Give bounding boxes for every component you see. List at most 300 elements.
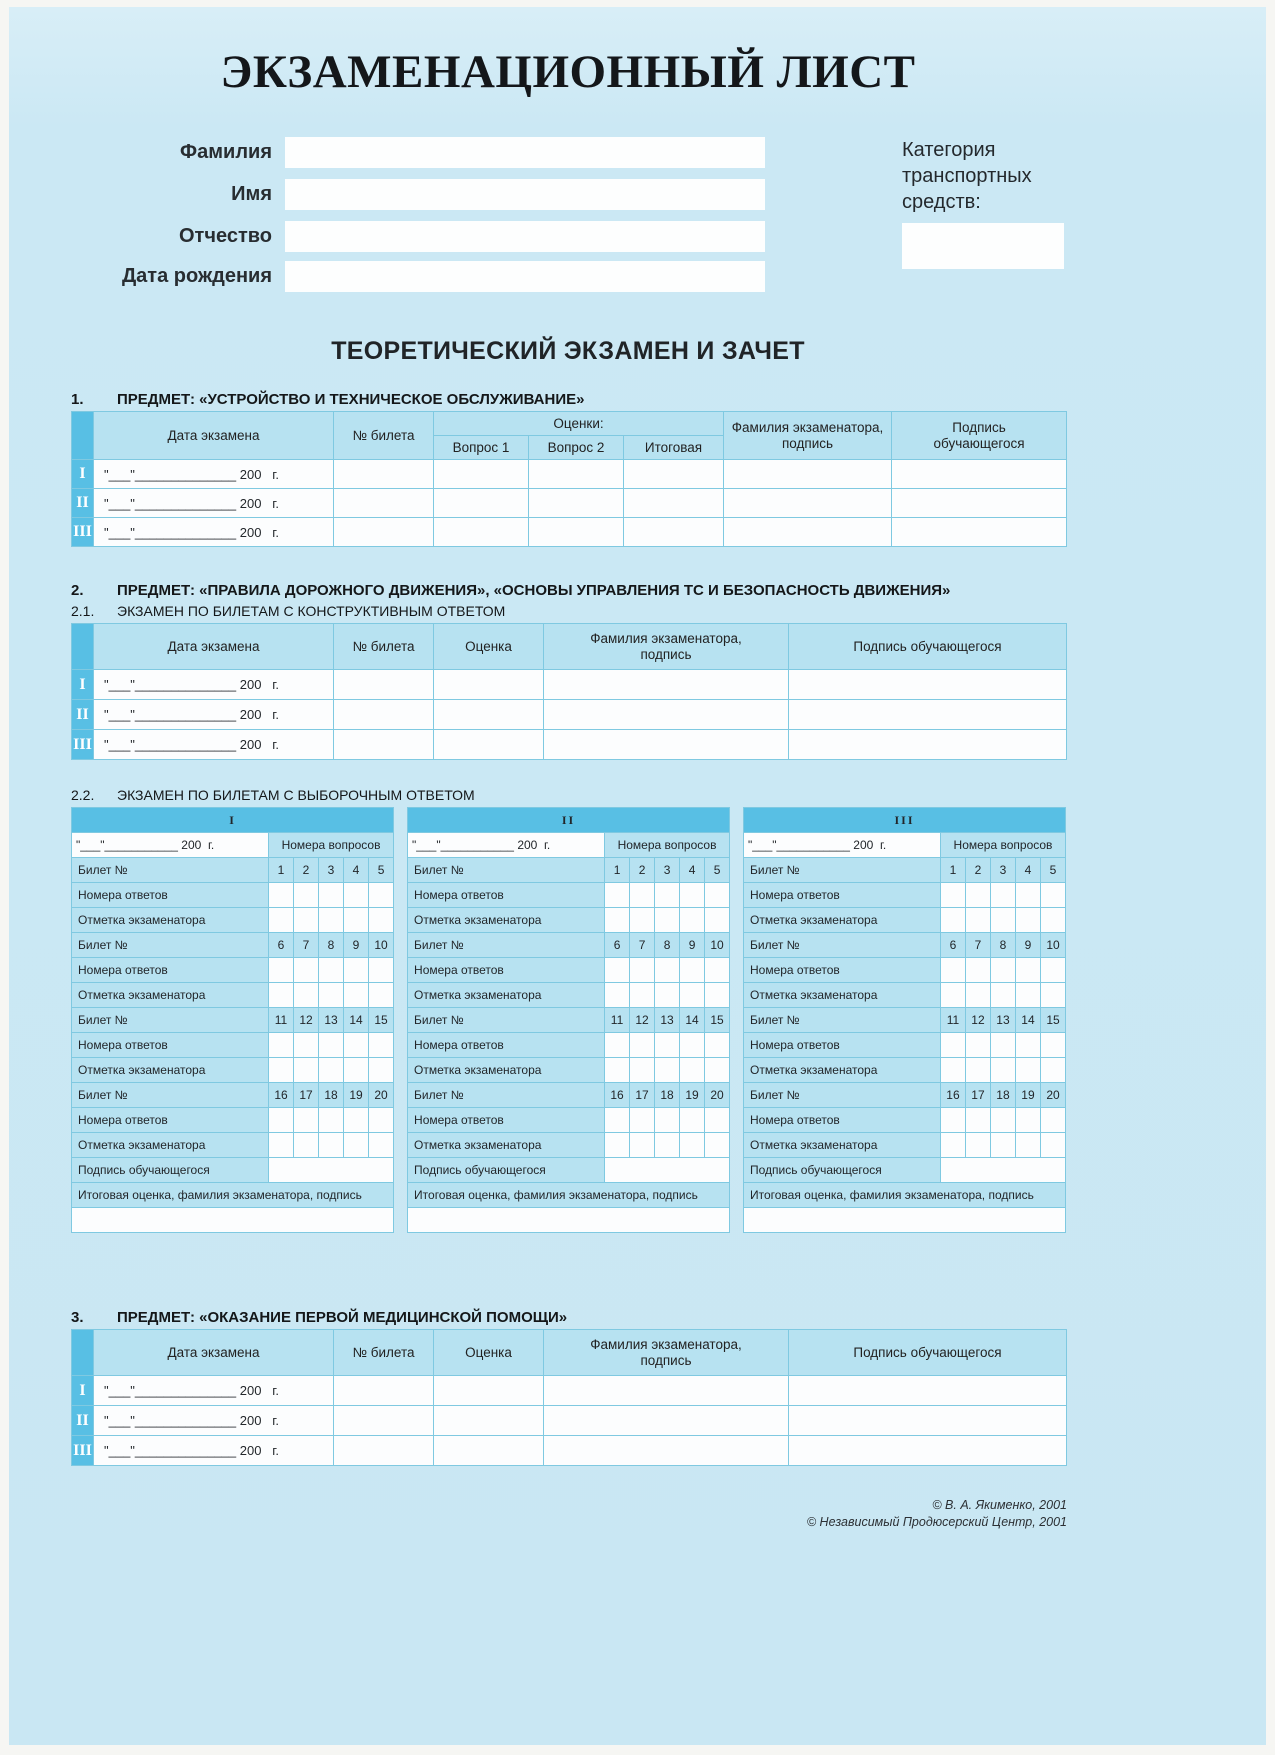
ticket-cell xyxy=(334,1406,434,1436)
mark-cell xyxy=(1040,1058,1065,1083)
notes-area xyxy=(408,1208,730,1233)
page-title: ЭКЗАМЕНАЦИОННЫЙ ЛИСТ xyxy=(220,46,916,98)
final-mark-cell xyxy=(624,518,724,547)
notes-area xyxy=(743,1208,1065,1233)
signature-area xyxy=(605,1158,730,1183)
answer-cell xyxy=(630,1033,655,1058)
row-numeral: I xyxy=(72,1376,94,1406)
ticket-column-header: № билета xyxy=(334,412,434,460)
mark-cell xyxy=(434,670,544,700)
birthdate-row xyxy=(9,261,765,292)
question-number: 9 xyxy=(1015,933,1040,958)
question-number: 8 xyxy=(655,933,680,958)
final-grade-label: Итоговая оценка, фамилия экзаменатора, подпись xyxy=(408,1183,730,1208)
numeral-column-header xyxy=(72,1330,94,1376)
mark-cell xyxy=(294,1133,319,1158)
ticket-label: Билет № xyxy=(408,933,605,958)
question-number: 8 xyxy=(990,933,1015,958)
answers-label: Номера ответов xyxy=(408,958,605,983)
question-number: 15 xyxy=(369,1008,394,1033)
answer-cell xyxy=(269,1033,294,1058)
attempt-row-1 xyxy=(72,670,1067,700)
ticket-cell xyxy=(334,489,434,518)
answer-grid-3 xyxy=(743,807,1066,1233)
row-numeral: II xyxy=(72,700,94,730)
answer-cell xyxy=(680,1108,705,1133)
answers-label: Номера ответов xyxy=(72,1033,269,1058)
question-number: 4 xyxy=(344,858,369,883)
answers-row xyxy=(743,958,1065,983)
examiner-cell xyxy=(544,730,789,760)
final-mark-cell xyxy=(624,460,724,489)
mark-column-header: Оценка xyxy=(434,1330,544,1376)
answers-row xyxy=(743,1033,1065,1058)
mark-cell xyxy=(965,1133,990,1158)
exam-table-2-1 xyxy=(71,623,1067,760)
answer-cell xyxy=(965,1033,990,1058)
section1-heading xyxy=(71,391,584,408)
selective-answer-grids xyxy=(71,807,1066,1233)
numeral-column-header xyxy=(72,412,94,460)
question-number: 8 xyxy=(319,933,344,958)
mark-cell xyxy=(319,983,344,1008)
grid-numeral: I xyxy=(72,808,394,833)
examiner-mark-label: Отметка экзаменатора xyxy=(72,1133,269,1158)
answer-cell xyxy=(369,883,394,908)
examiner-mark-row xyxy=(408,1058,730,1083)
ticket-cell xyxy=(334,1436,434,1466)
exam-table-1 xyxy=(71,411,1067,547)
section2-title: ПРЕДМЕТ: «ПРАВИЛА ДОРОЖНОГО ДВИЖЕНИЯ», «ОСНОВЫ УПРАВЛЕНИЯ ТС И БЕЗОПАСНОСТЬ ДВИЖЕНИЯ» xyxy=(117,582,951,599)
answer-cell xyxy=(269,883,294,908)
mark-cell xyxy=(294,908,319,933)
question-number: 13 xyxy=(319,1008,344,1033)
question2-mark-cell xyxy=(529,460,624,489)
mark-cell xyxy=(1040,1133,1065,1158)
answer-cell xyxy=(294,1108,319,1133)
answer-cell xyxy=(1040,1108,1065,1133)
question2-mark-cell xyxy=(529,518,624,547)
mark-cell xyxy=(655,908,680,933)
question-number: 3 xyxy=(990,858,1015,883)
question-number: 19 xyxy=(680,1083,705,1108)
patronymic-row xyxy=(9,221,765,252)
mark-cell xyxy=(344,983,369,1008)
question-number: 6 xyxy=(269,933,294,958)
question2-column-header: Вопрос 2 xyxy=(529,436,624,460)
signature-cell xyxy=(789,730,1067,760)
question-number: 1 xyxy=(269,858,294,883)
answer-cell xyxy=(344,1033,369,1058)
question-number: 16 xyxy=(269,1083,294,1108)
birthdate-field[interactable] xyxy=(285,261,765,292)
question-number: 5 xyxy=(705,858,730,883)
question-number: 17 xyxy=(630,1083,655,1108)
examiner-column-label: Фамилия экзаменатора, подпись xyxy=(590,630,742,662)
examiner-column-header xyxy=(544,1330,789,1376)
section3-title: ПРЕДМЕТ: «ОКАЗАНИЕ ПЕРВОЙ МЕДИЦИНСКОЙ ПОМОЩИ» xyxy=(117,1309,568,1326)
examiner-mark-row xyxy=(743,908,1065,933)
firstname-field[interactable] xyxy=(285,179,765,210)
question-number: 12 xyxy=(294,1008,319,1033)
mark-cell xyxy=(680,1058,705,1083)
answers-label: Номера ответов xyxy=(72,958,269,983)
row-numeral: II xyxy=(72,1406,94,1436)
mark-cell xyxy=(605,908,630,933)
ticket-cell xyxy=(334,518,434,547)
answers-label: Номера ответов xyxy=(743,883,940,908)
mark-cell xyxy=(705,1058,730,1083)
ticket-cell xyxy=(334,700,434,730)
question-number: 1 xyxy=(940,858,965,883)
answer-cell xyxy=(269,958,294,983)
mark-cell xyxy=(605,1058,630,1083)
answer-cell xyxy=(655,1108,680,1133)
mark-cell xyxy=(680,1133,705,1158)
ticket-cell xyxy=(334,1376,434,1406)
row-numeral: II xyxy=(72,489,94,518)
signature-cell xyxy=(892,518,1067,547)
mark-cell xyxy=(1015,983,1040,1008)
question-number: 14 xyxy=(344,1008,369,1033)
exam-date-cell: "___"______________ 200 г. xyxy=(94,730,334,760)
signature-column-label: Подпись обучающегося xyxy=(933,419,1025,451)
mark-cell xyxy=(344,1133,369,1158)
copyright-line-2: © Независимый Продюсерский Центр, 2001 xyxy=(806,1515,1067,1529)
ticket-cell xyxy=(334,730,434,760)
mark-cell xyxy=(990,1133,1015,1158)
answer-cell xyxy=(940,883,965,908)
question-number: 4 xyxy=(1015,858,1040,883)
question1-mark-cell xyxy=(434,460,529,489)
exam-table-3 xyxy=(71,1329,1067,1466)
examiner-mark-label: Отметка экзаменатора xyxy=(743,1058,940,1083)
question-number: 11 xyxy=(605,1008,630,1033)
mark-cell xyxy=(940,983,965,1008)
examiner-mark-row xyxy=(408,908,730,933)
final-grade-label: Итоговая оценка, фамилия экзаменатора, подпись xyxy=(72,1183,394,1208)
surname-label: Фамилия xyxy=(180,141,272,163)
question-number: 4 xyxy=(680,858,705,883)
patronymic-label: Отчество xyxy=(179,225,272,247)
section2-2-number: 2.2. xyxy=(71,787,95,803)
examiner-mark-row xyxy=(743,1058,1065,1083)
section1-title: ПРЕДМЕТ: «УСТРОЙСТВО И ТЕХНИЧЕСКОЕ ОБСЛУЖИВАНИЕ» xyxy=(117,391,585,408)
mark-cell xyxy=(1015,908,1040,933)
answer-cell xyxy=(269,1108,294,1133)
question-number: 7 xyxy=(294,933,319,958)
answer-cell xyxy=(940,1108,965,1133)
answer-cell xyxy=(630,1108,655,1133)
ticket-row xyxy=(743,933,1065,958)
signature-cell xyxy=(789,700,1067,730)
answer-cell xyxy=(705,1033,730,1058)
examiner-cell xyxy=(544,1376,789,1406)
row-numeral: I xyxy=(72,670,94,700)
date-column-header: Дата экзамена xyxy=(94,624,334,670)
grid-date-row xyxy=(408,833,730,858)
answers-row xyxy=(72,958,394,983)
answers-label: Номера ответов xyxy=(408,1108,605,1133)
mark-cell xyxy=(269,1133,294,1158)
final-grade-label: Итоговая оценка, фамилия экзаменатора, подпись xyxy=(743,1183,1065,1208)
answer-cell xyxy=(1015,1108,1040,1133)
ticket-column-header: № билета xyxy=(334,624,434,670)
grid-date-row xyxy=(72,833,394,858)
mark-cell xyxy=(344,1058,369,1083)
mark-cell xyxy=(319,1058,344,1083)
examiner-mark-label: Отметка экзаменатора xyxy=(72,908,269,933)
question-number: 9 xyxy=(680,933,705,958)
mark-cell xyxy=(369,1058,394,1083)
mark-cell xyxy=(680,983,705,1008)
question1-column-header: Вопрос 1 xyxy=(434,436,529,460)
question-numbers-header: Номера вопросов xyxy=(605,833,730,858)
row-numeral: III xyxy=(72,730,94,760)
ticket-label: Билет № xyxy=(408,858,605,883)
ticket-column-header: № билета xyxy=(334,1330,434,1376)
answer-cell xyxy=(344,1108,369,1133)
grid-date-cell: "___"___________ 200 г. xyxy=(743,833,940,858)
section2-2-subheading xyxy=(71,787,475,803)
question-number: 16 xyxy=(940,1083,965,1108)
row-numeral: III xyxy=(72,1436,94,1466)
question-number: 20 xyxy=(705,1083,730,1108)
signature-cell xyxy=(789,1376,1067,1406)
ticket-row xyxy=(408,1008,730,1033)
question-number: 1 xyxy=(605,858,630,883)
answer-cell xyxy=(605,958,630,983)
exam-section-title: ТЕОРЕТИЧЕСКИЙ ЭКЗАМЕН И ЗАЧЕТ xyxy=(331,337,805,365)
answer-cell xyxy=(605,883,630,908)
signature-area xyxy=(940,1158,1065,1183)
vehicle-category-field[interactable] xyxy=(902,223,1064,269)
patronymic-field[interactable] xyxy=(285,221,765,252)
mark-cell xyxy=(369,908,394,933)
examiner-mark-label: Отметка экзаменатора xyxy=(408,908,605,933)
question-number: 10 xyxy=(1040,933,1065,958)
final-grade-row xyxy=(408,1183,730,1208)
question-number: 18 xyxy=(319,1083,344,1108)
mark-cell xyxy=(965,1058,990,1083)
answer-cell xyxy=(940,1033,965,1058)
section2-number: 2. xyxy=(71,582,84,599)
firstname-label: Имя xyxy=(231,183,272,205)
question-number: 10 xyxy=(369,933,394,958)
surname-row xyxy=(9,137,765,168)
examiner-mark-label: Отметка экзаменатора xyxy=(408,1058,605,1083)
answer-cell xyxy=(655,1033,680,1058)
question-number: 2 xyxy=(294,858,319,883)
vehicle-category-label: Категория транспортных средств: xyxy=(902,139,1032,213)
ticket-row xyxy=(743,858,1065,883)
grid-numeral: III xyxy=(743,808,1065,833)
date-column-header: Дата экзамена xyxy=(94,1330,334,1376)
mark-cell xyxy=(655,983,680,1008)
answer-cell xyxy=(1015,958,1040,983)
mark-cell xyxy=(269,1058,294,1083)
examiner-cell xyxy=(544,670,789,700)
signature-area xyxy=(269,1158,394,1183)
exam-date-cell: "___"______________ 200 г. xyxy=(94,700,334,730)
examiner-mark-row xyxy=(743,983,1065,1008)
signature-label: Подпись обучающегося xyxy=(72,1158,269,1183)
question-number: 12 xyxy=(965,1008,990,1033)
mark-column-header: Оценка xyxy=(434,624,544,670)
exam-sheet-page xyxy=(9,7,1266,1745)
mark-cell xyxy=(319,1133,344,1158)
examiner-mark-row xyxy=(72,1133,394,1158)
answers-label: Номера ответов xyxy=(408,1033,605,1058)
attempt-row-3 xyxy=(72,1436,1067,1466)
attempt-row-2 xyxy=(72,1406,1067,1436)
ticket-label: Билет № xyxy=(72,1083,269,1108)
header-row xyxy=(72,412,1067,436)
question-number: 6 xyxy=(605,933,630,958)
examiner-mark-row xyxy=(408,1133,730,1158)
answers-row xyxy=(72,883,394,908)
surname-field[interactable] xyxy=(285,137,765,168)
question-number: 17 xyxy=(294,1083,319,1108)
answers-row xyxy=(743,883,1065,908)
examiner-mark-label: Отметка экзаменатора xyxy=(72,1058,269,1083)
ticket-row xyxy=(72,1008,394,1033)
question-number: 20 xyxy=(1040,1083,1065,1108)
question-number: 7 xyxy=(630,933,655,958)
ticket-row xyxy=(72,933,394,958)
question-number: 3 xyxy=(319,858,344,883)
examiner-column-header xyxy=(544,624,789,670)
answer-cell xyxy=(990,1108,1015,1133)
mark-cell xyxy=(434,730,544,760)
examiner-mark-row xyxy=(743,1133,1065,1158)
answer-cell xyxy=(1015,883,1040,908)
answer-cell xyxy=(294,1033,319,1058)
section2-2-title: ЭКЗАМЕН ПО БИЛЕТАМ С ВЫБОРОЧНЫМ ОТВЕТОМ xyxy=(117,787,475,803)
answers-row xyxy=(743,1108,1065,1133)
mark-cell xyxy=(369,983,394,1008)
question-number: 15 xyxy=(705,1008,730,1033)
mark-cell xyxy=(940,908,965,933)
answer-cell xyxy=(319,1108,344,1133)
examiner-cell xyxy=(544,1406,789,1436)
birthdate-label: Дата рождения xyxy=(121,265,272,287)
answer-cell xyxy=(605,1033,630,1058)
final-grade-row xyxy=(743,1183,1065,1208)
ticket-cell xyxy=(334,460,434,489)
signature-row xyxy=(72,1158,394,1183)
mark-cell xyxy=(940,1133,965,1158)
attempt-row-2 xyxy=(72,700,1067,730)
answer-cell xyxy=(630,958,655,983)
mark-cell xyxy=(294,983,319,1008)
question-number: 18 xyxy=(655,1083,680,1108)
grid-date-cell: "___"___________ 200 г. xyxy=(408,833,605,858)
answer-cell xyxy=(319,883,344,908)
examiner-mark-label: Отметка экзаменатора xyxy=(743,1133,940,1158)
answer-cell xyxy=(319,1033,344,1058)
mark-cell xyxy=(705,908,730,933)
question-number: 15 xyxy=(1040,1008,1065,1033)
mark-cell xyxy=(369,1133,394,1158)
mark-cell xyxy=(434,1406,544,1436)
mark-cell xyxy=(605,983,630,1008)
answers-label: Номера ответов xyxy=(408,883,605,908)
answers-label: Номера ответов xyxy=(743,1108,940,1133)
mark-cell xyxy=(705,1133,730,1158)
attempt-row-2 xyxy=(72,489,1067,518)
mark-cell xyxy=(965,983,990,1008)
mark-cell xyxy=(630,908,655,933)
question1-mark-cell xyxy=(434,489,529,518)
ticket-row xyxy=(408,933,730,958)
answer-cell xyxy=(990,883,1015,908)
ticket-row xyxy=(743,1008,1065,1033)
answer-cell xyxy=(294,958,319,983)
vehicle-category-block xyxy=(902,137,1082,269)
signature-cell xyxy=(789,1436,1067,1466)
attempt-row-1 xyxy=(72,460,1067,489)
ticket-row xyxy=(408,858,730,883)
examiner-cell xyxy=(724,518,892,547)
section3-heading xyxy=(71,1309,567,1326)
exam-date-cell: "___"______________ 200 г. xyxy=(94,489,334,518)
mark-cell xyxy=(269,908,294,933)
signature-label: Подпись обучающегося xyxy=(743,1158,940,1183)
mark-cell xyxy=(655,1133,680,1158)
answers-label: Номера ответов xyxy=(72,883,269,908)
mark-cell xyxy=(1040,908,1065,933)
mark-cell xyxy=(1015,1133,1040,1158)
question1-mark-cell xyxy=(434,518,529,547)
answers-row xyxy=(408,883,730,908)
section2-heading xyxy=(71,582,950,599)
question-number: 2 xyxy=(630,858,655,883)
examiner-mark-label: Отметка экзаменатора xyxy=(72,983,269,1008)
answer-cell xyxy=(680,958,705,983)
mark-cell xyxy=(1015,1058,1040,1083)
question-number: 3 xyxy=(655,858,680,883)
question-number: 18 xyxy=(990,1083,1015,1108)
examiner-mark-label: Отметка экзаменатора xyxy=(408,1133,605,1158)
mark-cell xyxy=(655,1058,680,1083)
question-number: 5 xyxy=(1040,858,1065,883)
section2-1-number: 2.1. xyxy=(71,603,95,619)
examiner-column-label: Фамилия экзаменатора, подпись xyxy=(731,419,884,451)
copyright-footer xyxy=(71,1497,1067,1531)
section2-1-subheading xyxy=(71,603,505,619)
answer-cell xyxy=(965,1108,990,1133)
mark-cell xyxy=(434,1436,544,1466)
row-numeral: III xyxy=(72,518,94,547)
question-number: 5 xyxy=(369,858,394,883)
answer-cell xyxy=(990,958,1015,983)
ticket-label: Билет № xyxy=(743,858,940,883)
final-mark-cell xyxy=(624,489,724,518)
examiner-mark-row xyxy=(408,983,730,1008)
answer-cell xyxy=(1040,1033,1065,1058)
grid-band-row xyxy=(408,808,730,833)
answer-cell xyxy=(965,883,990,908)
mark-cell xyxy=(630,983,655,1008)
answers-row xyxy=(72,1033,394,1058)
ticket-label: Билет № xyxy=(743,1008,940,1033)
mark-cell xyxy=(940,1058,965,1083)
final-grade-row xyxy=(72,1183,394,1208)
answer-cell xyxy=(319,958,344,983)
answer-cell xyxy=(680,883,705,908)
signature-column-header: Подпись обучающегося xyxy=(789,624,1067,670)
